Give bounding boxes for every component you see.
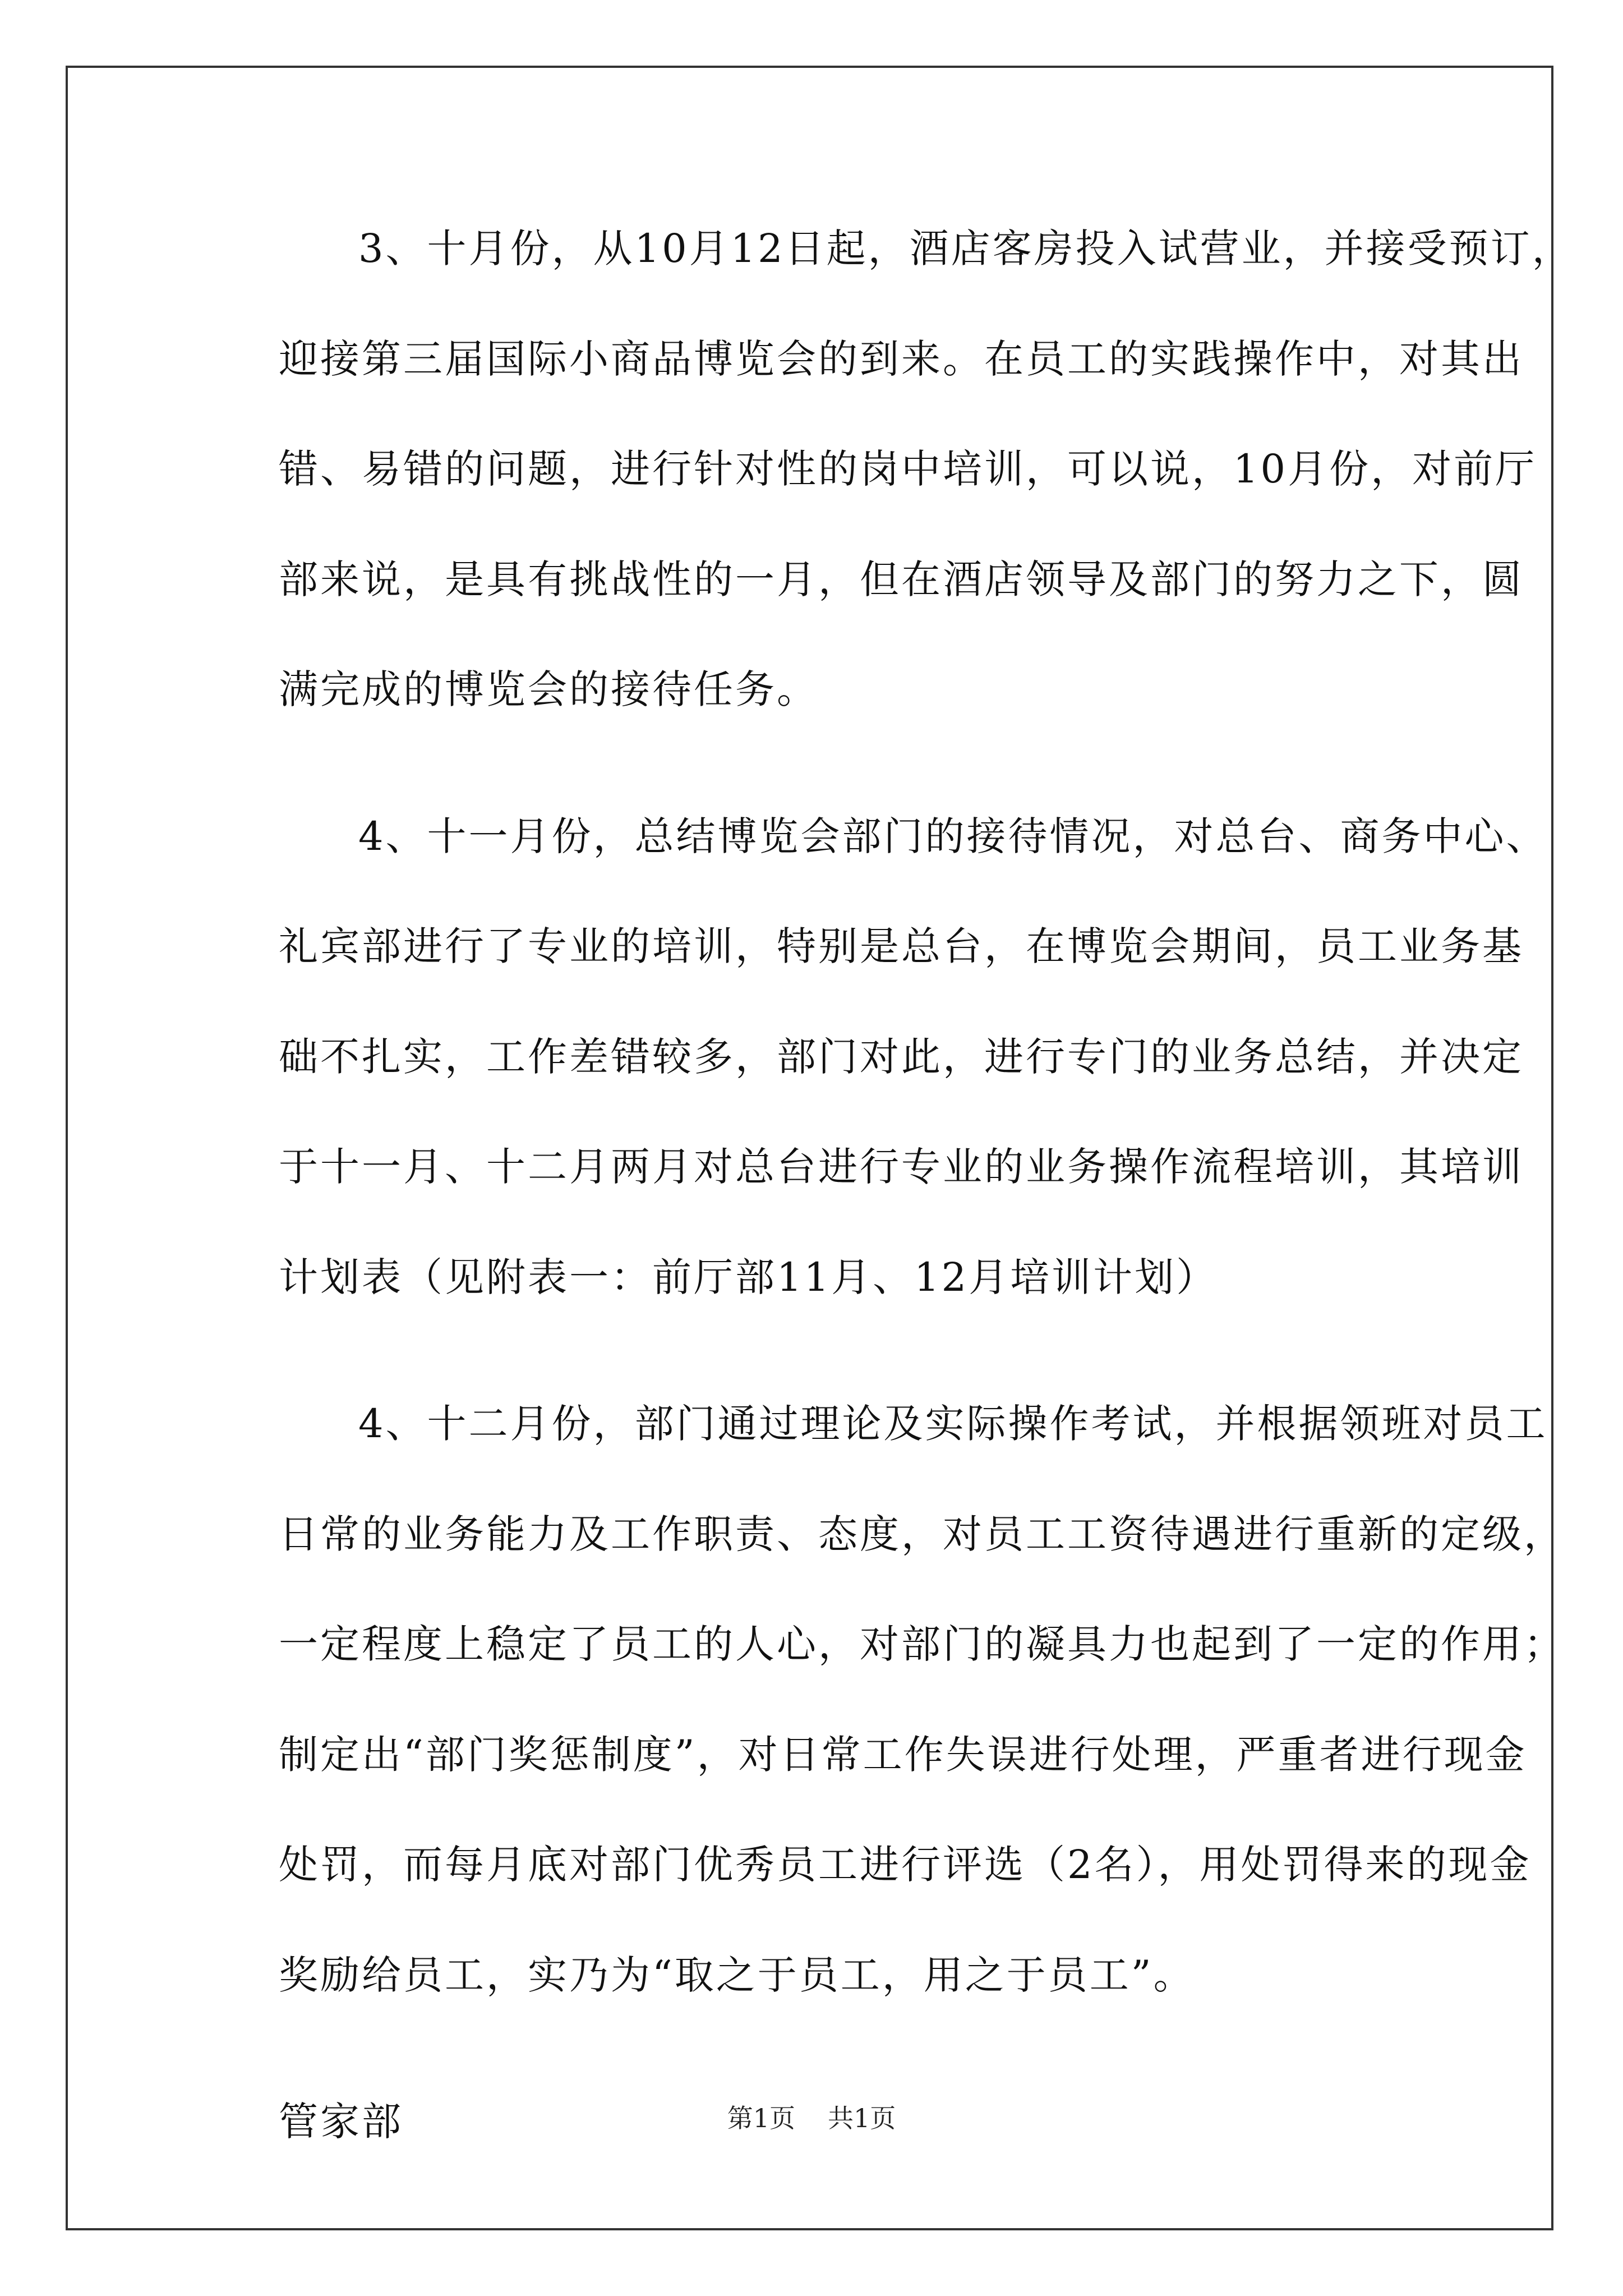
text-line: 一定程度上稳定了员工的人心，对部门的凝具力也起到了一定的作用；: [279, 1621, 1565, 1667]
text-line: 部来说，是具有挑战性的一月，但在酒店领导及部门的努力之下，圆: [279, 556, 1524, 602]
text-line: 计划表（见附表一：前厅部11月、12月培训计划）: [279, 1254, 1218, 1300]
text-line: 制定出“部门奖惩制度”，对日常工作失误进行处理，严重者进行现金: [279, 1731, 1527, 1778]
text-line: 迎接第三届国际小商品博览会的到来。在员工的实践操作中，对其出: [279, 335, 1524, 382]
page-number: 第1页: [727, 2103, 795, 2133]
paragraph-december: [199, 1369, 1565, 2030]
text-line: 于十一月、十二月两月对总台进行专业的业务操作流程培训，其培训: [279, 1144, 1524, 1190]
paragraph-november: [199, 781, 1548, 1333]
text-line: 础不扎实，工作差错较多，部门对此，进行专门的业务总结，并决定: [279, 1033, 1524, 1080]
text-line: 奖励给员工，实乃为“取之于员工，用之于员工”。: [279, 1952, 1195, 1998]
page-total: 共1页: [828, 2103, 896, 2133]
text-line: 日常的业务能力及工作职责、态度，对员工工资待遇进行重新的定级，: [279, 1511, 1565, 1557]
text-line: 满完成的博览会的接待任务。: [279, 666, 818, 712]
text-line: 4、十一月份，总结博览会部门的接待情况，对总台、商务中心、: [358, 813, 1548, 859]
page-footer: [0, 2098, 1623, 2135]
paragraph-october: [199, 194, 1574, 745]
text-line: 处罚，而每月底对部门优秀员工进行评选（2名），用处罚得来的现金: [279, 1842, 1532, 1888]
text-line: 4、十二月份，部门通过理论及实际操作考试，并根据领班对员工: [358, 1401, 1548, 1447]
text-line: 3、十月份，从10月12日起，酒店客房投入试营业，并接受预订，: [358, 226, 1574, 272]
document-body: [199, 194, 1574, 2177]
text-line: 礼宾部进行了专业的培训，特别是总台，在博览会期间，员工业务基: [279, 923, 1524, 969]
section-heading: 管家部: [279, 2099, 403, 2145]
text-line: 错、易错的问题，进行针对性的岗中培训，可以说，10月份，对前厅: [279, 446, 1537, 492]
